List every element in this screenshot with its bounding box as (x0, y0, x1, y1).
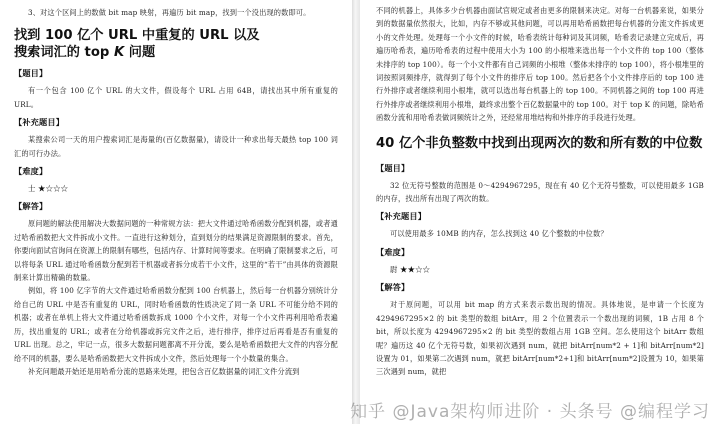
difficulty-rating: 尉 ★★☆☆ (390, 264, 431, 274)
page-gutter (352, 0, 360, 424)
answer-text: 对于原问题，可以用 bit map 的方式来表示数出现的情况。具体地说，是申请一个长度为 4294967295×2 的 bit 类型的数组 bitArr，用 2 个位置表示一个数出现的词频，1B 占用 8 个 bit，所以长度为 4294967295×2 的 bit 类型的数组占用 1GB 空间。怎么使用这个 bitArr 数组呢？遍历这 40 亿个无符号数，如果初次遇到 num，就把 bitArr[num*2 + 1]和 bitArr[num*2]设置为 01，如果第二次遇到 num，就把 bitArr[num*2+1]和 bitArr[num*2]设置为 10，如果第三次遇到 num，就把 (376, 300, 704, 377)
title-prefix: 搜索词汇的 top (14, 45, 114, 61)
left-page (0, 0, 352, 424)
difficulty-rating: 士 ★☆☆☆ (28, 184, 69, 194)
watermark: 知乎 @Java架构师进阶 · 头条号 @编程学习 (350, 402, 710, 422)
problem-heading: 【题目】 (14, 68, 48, 79)
section-title-integers: 40 亿个非负整数中找到出现两次的数和所有数的中位数 (376, 135, 703, 151)
intro-line: 3、对这个区间上的数做 bit map 映射，再遍历 bit map，找到一个没出现的数即可。 (28, 8, 311, 17)
supplement-heading: 【补充题目】 (376, 211, 427, 222)
answer-heading: 【解答】 (14, 201, 48, 212)
problem-text: 有一个包含 100 亿个 URL 的大文件，假设每个 URL 占用 64B，请找出其中所有重复的 URL。 (14, 86, 338, 109)
answer-paragraph-1: 原问题的解法使用解决大数据问题的一种常规方法：把大文件通过哈希函数分配到机器，或者通过哈希函数把大文件拆成小文件。一直进行这种划分，直到划分的结果满足资源限制的要求。首先，你要向面试官询问在资源上的限制有哪些，包括内存、计算时间等要求。在明确了限制要求之后，可以将每条 URL 通过哈希函数分配到若干机器或者拆分成若干小文件，这里的“若干”由具体的资源限制来计算出精确的数量。 (14, 219, 338, 283)
answer-paragraph-2: 例如，将 100 亿字节的大文件通过哈希函数分配到 100 台机器上，然后每一台机器分别统计分给自己的 URL 中是否有重复的 URL，同时哈希函数的性质决定了同一条 URL 不可能分给不同的机器；或者在单机上将大文件通过哈希函数拆成 1000 个小文件，对每一个小文件再利用哈希表遍历，找出重复的 URL；或者在分给机器或拆完文件之后，进行排序，排序过后再看是否有重复的 URL 出现。总之，牢记一点，很多大数据问题都离不开分流，要么是哈希函数把大文件的内容分配给不同的机器，要么是哈希函数把大文件拆成小文件，然后处理每一个小数量的集合。 (14, 286, 338, 363)
section-title-line2 (14, 44, 338, 61)
supplement-text: 某搜索公司一天的用户搜索词汇是海量的(百亿数据量)，请设计一种求出每天最热 top 100 词汇的可行办法。 (14, 135, 338, 158)
answer-heading: 【解答】 (376, 282, 410, 293)
continued-text: 不同的机器上，具体多少台机器由面试官规定或者由更多的限制来决定。对每一台机器来说，如果分到的数据量依然很大，比如，内存不够或其他问题，可以再用哈希函数把每台机器的分流文件拆成更小的文件处理。处理每一个小文件的时候，哈希表统计每种词及其词频，哈希表记录建立完成后，再遍历哈希表，遍历哈希表的过程中使用大小为 100 的小根堆来选出每一个小文件的 top 100（整体未排序的 top 100）。每一个小文件都有自己词频的小根堆（整体未排序的 top 100），将小根堆里的词按照词频排序，就得到了每个小文件的排序后 top 100。然后把各个小文件排序后的 top 100 进行外排序或者继续利用小根堆，就可以选出每台机器上的 top 100。不同机器之间的 top 100 再进行外排序或者继续利用小根堆，最终求出整个百亿数据量中的 top 100。对于 top K 的问题，除哈希函数分流和用哈希表做词频统计之外，还经常用堆结构和外排序的手段进行处理。 (376, 6, 704, 123)
right-page (360, 0, 720, 424)
title-k: K (113, 45, 125, 61)
title-suffix: 问题 (124, 45, 156, 61)
problem-text: 32 位无符号整数的范围是 0～4294967295，现在有 40 亿个无符号整数，可以使用最多 1GB 的内存，找出所有出现了两次的数。 (376, 180, 704, 204)
section-title-line1: 找到 100 亿个 URL 中重复的 URL 以及 (14, 28, 260, 44)
difficulty-heading: 【难度】 (376, 246, 410, 257)
supplement-text: 可以使用最多 10MB 的内存，怎么找到这 40 亿个整数的中位数？ (390, 229, 608, 239)
supplement-heading: 【补充题目】 (14, 117, 65, 128)
answer-paragraph-3: 补充问题最开始还是用哈希分流的思路来处理，把包含百亿数据量的词汇文件分流到 (28, 366, 300, 376)
section-title-url (14, 27, 338, 61)
problem-heading: 【题目】 (376, 162, 410, 173)
difficulty-heading: 【难度】 (14, 166, 48, 177)
